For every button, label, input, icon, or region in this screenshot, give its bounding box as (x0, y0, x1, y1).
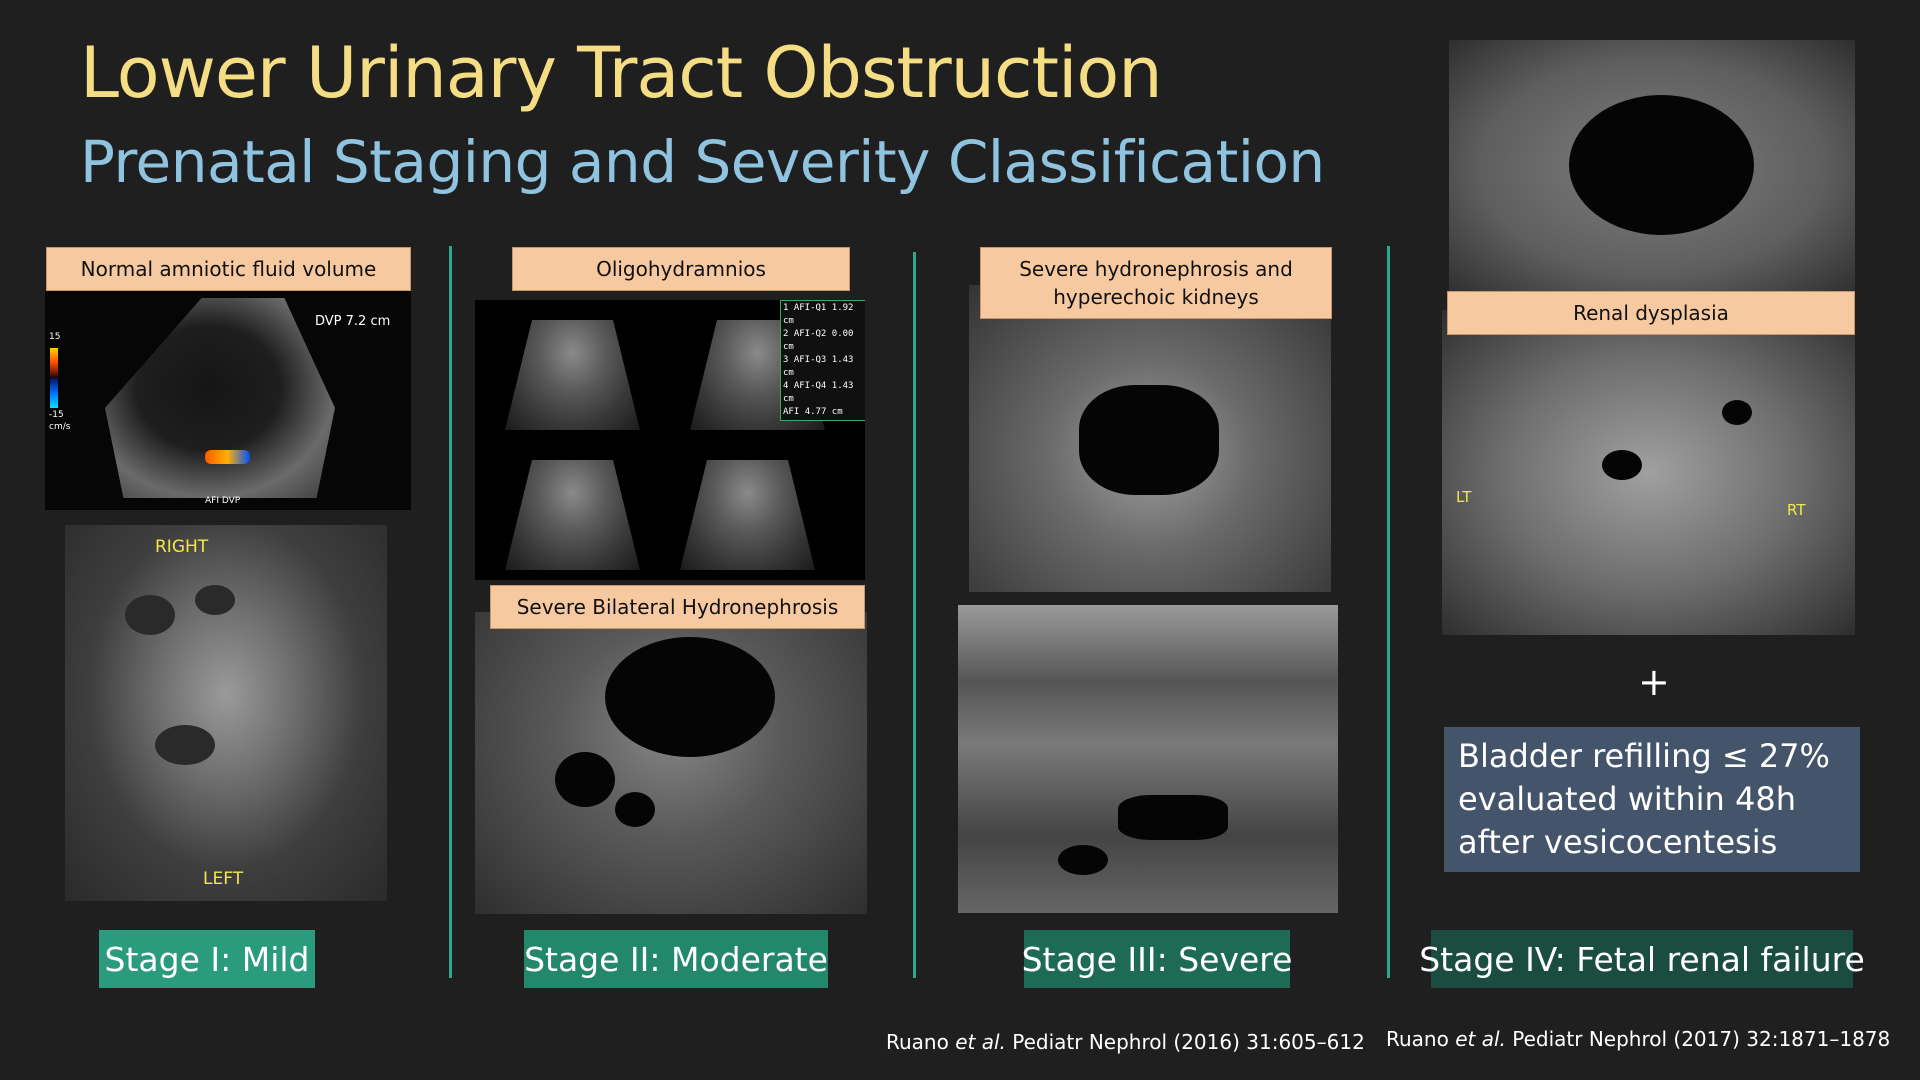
afi-row: AFI 4.77 cm (783, 407, 843, 417)
column-divider (913, 252, 916, 978)
citation-2016: Ruano et al. Pediatr Nephrol (2016) 31:605–612 (886, 1030, 1365, 1054)
stage-3-label (1021, 930, 1293, 988)
column-divider (449, 246, 452, 978)
doppler-ultrasound-image (45, 290, 411, 510)
caption-renal-dysplasia: Renal dysplasia (1447, 291, 1855, 335)
caption-severe-bilateral-hydronephrosis: Severe Bilateral Hydronephrosis (490, 585, 865, 629)
afi-row: 3 AFI-Q3 1.43 cm (783, 355, 854, 378)
rt-label: RT (1787, 501, 1806, 519)
caption-normal-amniotic-fluid: Normal amniotic fluid volume (46, 247, 411, 291)
stage-1-label (99, 930, 315, 988)
afi-row: 1 AFI-Q1 1.92 cm (783, 303, 854, 326)
kidney-ultrasound-image (65, 525, 387, 901)
afi-row: 2 AFI-Q2 0.00 cm (783, 329, 854, 352)
bladder-ultrasound-image (1449, 40, 1855, 295)
color-scale-unit: cm/s (49, 422, 71, 432)
color-scale-bottom: -15 (49, 410, 64, 420)
stage-2-text: Stage II: Moderate (524, 939, 828, 979)
right-label: RIGHT (155, 537, 209, 557)
color-scale-bar (50, 348, 58, 408)
doppler-flow-signal (205, 450, 250, 464)
stage-4-text: Stage IV: Fetal renal failure (1419, 939, 1865, 979)
kidney-longitudinal-ultrasound-image (958, 605, 1338, 913)
stage-3-text: Stage III: Severe (1021, 939, 1293, 979)
hyperechoic-kidney-ultrasound-image (969, 285, 1331, 592)
caption-severe-hydronephrosis-hyperechoic: Severe hydronephrosis and hyperechoic kidneys (980, 247, 1332, 319)
column-divider (1387, 246, 1390, 978)
afi-row: 4 AFI-Q4 1.43 cm (783, 381, 854, 404)
dvp-measurement: DVP 7.2 cm (315, 314, 391, 329)
image-footer: AFI DVP (205, 496, 241, 506)
stage-2-label (524, 930, 828, 988)
plus-sign: + (1638, 660, 1670, 704)
page-title: Lower Urinary Tract Obstruction (80, 32, 1162, 114)
afi-ultrasound-grid (475, 300, 865, 580)
hydronephrosis-ultrasound-image (475, 612, 867, 914)
left-label: LEFT (203, 869, 244, 889)
stage-4-label (1419, 930, 1865, 988)
stage-1-text: Stage I: Mild (104, 939, 310, 979)
renal-dysplasia-ultrasound-image (1442, 310, 1855, 635)
page-subtitle: Prenatal Staging and Severity Classification (80, 128, 1325, 196)
afi-measurement-table (780, 300, 865, 421)
bladder-refilling-info-box: Bladder refilling ≤ 27% evaluated within 48h after vesicocentesis (1444, 727, 1860, 872)
lt-label: LT (1456, 488, 1472, 506)
caption-oligohydramnios: Oligohydramnios (512, 247, 850, 291)
color-scale-top: 15 (49, 332, 61, 342)
citation-2017: Ruano et al. Pediatr Nephrol (2017) 32:1871–1878 (1386, 1027, 1891, 1051)
